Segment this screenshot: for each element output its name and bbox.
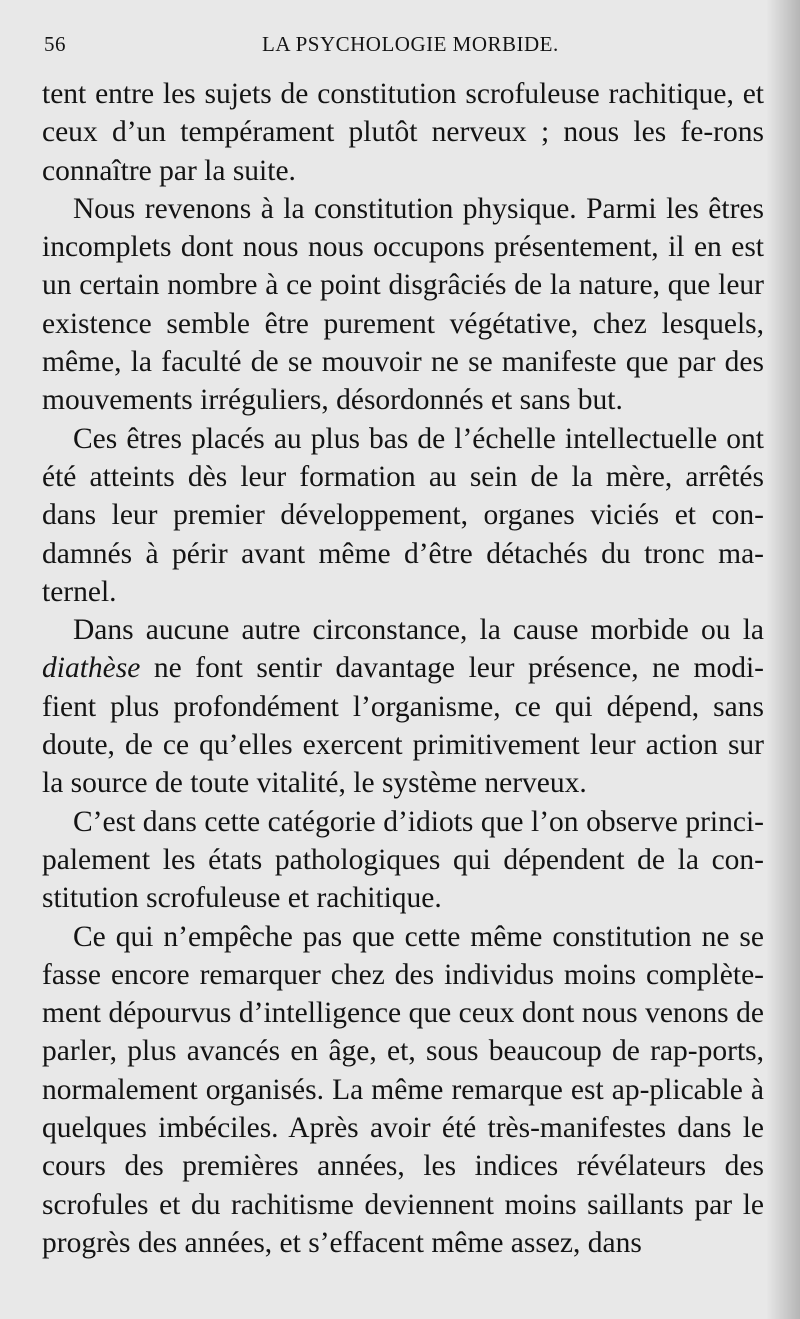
paragraph-diathesis bbox=[42, 611, 764, 802]
running-head bbox=[44, 32, 764, 62]
paragraph-continuation: tent entre les sujets de constitution scrofuleuse rachitique, et ceux d’un tempérament plutôt nerveux ; nous les fe-rons connaître par la suite. bbox=[42, 78, 764, 187]
paragraph-same-constitution: Ce qui n’empêche pas que cette même constitution ne se fasse encore remarquer chez des individus moins complète-ment dépourvus d’intelligence que ceux dont nous venons de parler, plus avancés en âge, et, sous beaucoup de rap-ports, normalement organisés. La même remarque est ap-plicable à quelques imbéciles. Après avoir été très-manifestes dans le cours des premières années, les indices révélateurs des scrofules et du rachitisme deviennent moins saillants par le progrès des années, et s’effacent même assez, dans bbox=[42, 920, 764, 1259]
italic-term-diathese: diathèse bbox=[42, 652, 141, 685]
page-number: 56 bbox=[44, 32, 66, 56]
paragraph-lowest-beings: Ces êtres placés au plus bas de l’échelle intellectuelle ont été atteints dès leur formation au sein de la mère, arrêtés dans leur premier développement, organes viciés et con-damnés à périr avant même d’être détachés du tronc ma-ternel. bbox=[42, 422, 764, 608]
paragraph-category-idiots: C’est dans cette catégorie d’idiots que l’on observe princi-palement les états pathologiques qui dépendent de la con-stitution scrofuleuse et rachitique. bbox=[42, 805, 764, 915]
body-text bbox=[42, 75, 764, 1262]
paragraph-diathesis-end: ne font sentir davantage leur présence, ne modi-fient plus profondément l’organisme, ce qui dépend, sans doute, de ce qu’elles exercent primitivement leur action sur la source de toute vitalité, le système nerveux. bbox=[42, 652, 764, 800]
paragraph-physical-constitution: Nous revenons à la constitution physique. Parmi les êtres incomplets dont nous nous occupons présentement, il en est un certain nombre à ce point disgrâciés de la nature, que leur existence semble être purement végétative, chez lesquels, même, la faculté de se mouvoir ne se manifeste que par des mouvements irréguliers, désordonnés et sans but. bbox=[42, 192, 764, 417]
running-title: LA PSYCHOLOGIE MORBIDE. bbox=[262, 32, 559, 56]
paragraph-diathesis-start: Dans aucune autre circonstance, la cause morbide ou la bbox=[73, 614, 764, 647]
